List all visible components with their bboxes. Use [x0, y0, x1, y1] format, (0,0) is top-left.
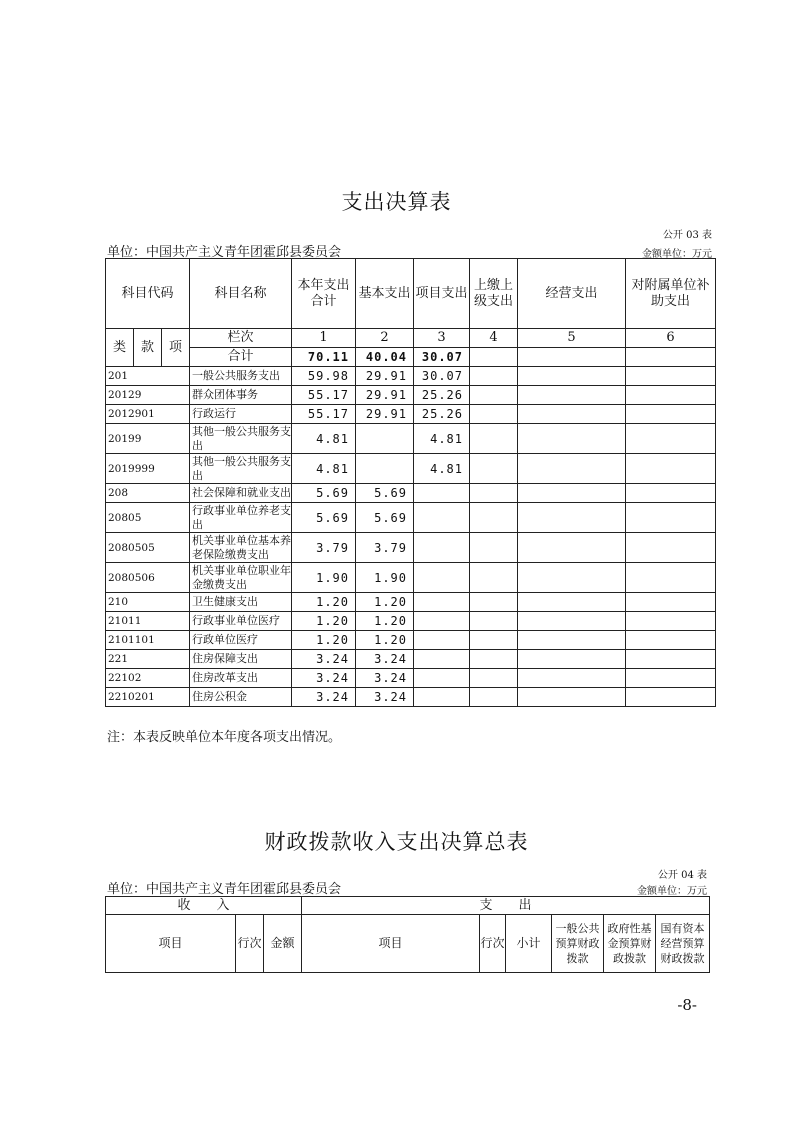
row-name: 行政事业单位养老支出 — [190, 503, 292, 533]
row-name: 其他一般公共服务支出 — [190, 454, 292, 484]
row-subsidiary — [626, 533, 716, 563]
row-name: 社会保障和就业支出 — [190, 484, 292, 503]
expense-header: 支 出 — [302, 897, 710, 915]
header-upper: 上缴上级支出 — [470, 259, 518, 329]
header-lei: 类 — [106, 329, 134, 367]
table-row — [106, 503, 716, 533]
row-name: 住房公积金 — [190, 688, 292, 707]
row-total: 3.79 — [292, 533, 356, 563]
fiscal-table — [105, 896, 710, 973]
table-row — [106, 484, 716, 503]
total-row-label: 合计 — [190, 348, 292, 367]
subtotal-header: 小计 — [506, 915, 552, 973]
row-basic — [356, 424, 414, 454]
row-basic: 1.20 — [356, 593, 414, 612]
row-subsidiary — [626, 669, 716, 688]
total-basic: 40.04 — [356, 348, 414, 367]
table-row — [106, 688, 716, 707]
row-basic: 3.79 — [356, 533, 414, 563]
row-project — [414, 631, 470, 650]
row-total: 4.81 — [292, 454, 356, 484]
capital-budget-header: 国有资本经营预算财政拨款 — [656, 915, 710, 973]
row-project — [414, 650, 470, 669]
row-subsidiary — [626, 563, 716, 593]
row-upper — [470, 563, 518, 593]
row-code: 22102 — [106, 669, 190, 688]
row-code: 2080506 — [106, 563, 190, 593]
table-row — [106, 424, 716, 454]
row-project — [414, 503, 470, 533]
general-budget-header: 一般公共预算财政拨款 — [552, 915, 604, 973]
row-code: 2210201 — [106, 688, 190, 707]
row-subsidiary — [626, 484, 716, 503]
row-total: 4.81 — [292, 424, 356, 454]
header-kuan: 款 — [134, 329, 162, 367]
row-business — [518, 405, 626, 424]
row-basic: 3.24 — [356, 650, 414, 669]
page-number: -8- — [677, 996, 697, 1014]
row-project: 4.81 — [414, 454, 470, 484]
row-upper — [470, 386, 518, 405]
col-num-5: 5 — [518, 329, 626, 348]
row-upper — [470, 454, 518, 484]
row-code: 20199 — [106, 424, 190, 454]
row-code: 20129 — [106, 386, 190, 405]
header-subsidiary: 对附属单位补助支出 — [626, 259, 716, 329]
fund-budget-header: 政府性基金预算财政拨款 — [604, 915, 656, 973]
row-code: 208 — [106, 484, 190, 503]
table1-title: 支出决算表 — [341, 190, 452, 214]
table1-form-no: 公开 03 表 — [662, 230, 712, 241]
row-upper — [470, 484, 518, 503]
row-basic: 5.69 — [356, 484, 414, 503]
row-business — [518, 424, 626, 454]
header-code: 科目代码 — [106, 259, 190, 329]
row-total: 1.90 — [292, 563, 356, 593]
row-subsidiary — [626, 367, 716, 386]
table-row — [106, 612, 716, 631]
income-row-no-header: 行次 — [236, 915, 264, 973]
row-code: 20805 — [106, 503, 190, 533]
row-name: 行政单位医疗 — [190, 631, 292, 650]
row-upper — [470, 688, 518, 707]
row-basic: 29.91 — [356, 367, 414, 386]
row-business — [518, 669, 626, 688]
expense-item-header: 项目 — [302, 915, 480, 973]
col-num-2: 2 — [356, 329, 414, 348]
row-name: 住房改革支出 — [190, 669, 292, 688]
income-header: 收 入 — [106, 897, 302, 915]
row-upper — [470, 612, 518, 631]
header-business: 经营支出 — [518, 259, 626, 329]
row-business — [518, 533, 626, 563]
row-basic: 3.24 — [356, 688, 414, 707]
row-upper — [470, 367, 518, 386]
col-num-4: 4 — [470, 329, 518, 348]
row-total: 3.24 — [292, 669, 356, 688]
header-xiang: 项 — [162, 329, 190, 367]
row-total: 3.24 — [292, 688, 356, 707]
row-total: 59.98 — [292, 367, 356, 386]
table-row — [106, 563, 716, 593]
row-business — [518, 563, 626, 593]
table2-amount-unit: 金额单位：万元 — [637, 886, 707, 897]
table-row — [106, 650, 716, 669]
row-business — [518, 484, 626, 503]
expense-table — [105, 258, 716, 707]
row-upper — [470, 533, 518, 563]
header-basic: 基本支出 — [356, 259, 414, 329]
row-basic — [356, 454, 414, 484]
row-total: 1.20 — [292, 631, 356, 650]
col-num-6: 6 — [626, 329, 716, 348]
row-total: 3.24 — [292, 650, 356, 669]
row-project: 25.26 — [414, 405, 470, 424]
row-name: 其他一般公共服务支出 — [190, 424, 292, 454]
table-row — [106, 669, 716, 688]
row-name: 机关事业单位基本养老保险缴费支出 — [190, 533, 292, 563]
row-subsidiary — [626, 688, 716, 707]
table-row — [106, 405, 716, 424]
row-business — [518, 612, 626, 631]
row-subsidiary — [626, 593, 716, 612]
row-business — [518, 367, 626, 386]
table2-title: 财政拨款收入支出决算总表 — [264, 830, 529, 854]
row-project — [414, 563, 470, 593]
row-subsidiary — [626, 650, 716, 669]
row-code: 2101101 — [106, 631, 190, 650]
row-business — [518, 631, 626, 650]
row-subsidiary — [626, 405, 716, 424]
row-code: 21011 — [106, 612, 190, 631]
income-amount-header: 金额 — [264, 915, 302, 973]
row-subsidiary — [626, 503, 716, 533]
row-basic: 3.24 — [356, 669, 414, 688]
row-business — [518, 454, 626, 484]
row-code: 201 — [106, 367, 190, 386]
table-row — [106, 367, 716, 386]
row-upper — [470, 650, 518, 669]
row-project — [414, 612, 470, 631]
row-name: 住房保障支出 — [190, 650, 292, 669]
table2-form-no: 公开 04 表 — [657, 870, 707, 881]
row-upper — [470, 405, 518, 424]
row-code: 2019999 — [106, 454, 190, 484]
row-basic: 29.91 — [356, 386, 414, 405]
header-name: 科目名称 — [190, 259, 292, 329]
row-project — [414, 688, 470, 707]
income-item-header: 项目 — [106, 915, 236, 973]
row-basic: 1.20 — [356, 631, 414, 650]
row-name: 群众团体事务 — [190, 386, 292, 405]
row-name: 一般公共服务支出 — [190, 367, 292, 386]
row-project — [414, 533, 470, 563]
row-code: 210 — [106, 593, 190, 612]
row-subsidiary — [626, 386, 716, 405]
row-project: 25.26 — [414, 386, 470, 405]
row-name: 行政运行 — [190, 405, 292, 424]
row-business — [518, 503, 626, 533]
table1-amount-unit: 金额单位：万元 — [642, 249, 712, 260]
col-num-1: 1 — [292, 329, 356, 348]
row-name: 行政事业单位医疗 — [190, 612, 292, 631]
total-sum: 70.11 — [292, 348, 356, 367]
row-total: 5.69 — [292, 484, 356, 503]
row-name: 卫生健康支出 — [190, 593, 292, 612]
row-subsidiary — [626, 424, 716, 454]
row-business — [518, 593, 626, 612]
row-total: 1.20 — [292, 612, 356, 631]
table-row — [106, 631, 716, 650]
table-row — [106, 386, 716, 405]
row-total: 1.20 — [292, 593, 356, 612]
row-project — [414, 593, 470, 612]
row-upper — [470, 631, 518, 650]
header-lanci: 栏次 — [190, 329, 292, 348]
table-row — [106, 454, 716, 484]
table-row — [106, 533, 716, 563]
row-basic: 5.69 — [356, 503, 414, 533]
row-basic: 29.91 — [356, 405, 414, 424]
table1-note: 注：本表反映单位本年度各项支出情况。 — [107, 730, 342, 745]
header-project: 项目支出 — [414, 259, 470, 329]
total-project: 30.07 — [414, 348, 470, 367]
row-code: 2012901 — [106, 405, 190, 424]
row-upper — [470, 424, 518, 454]
row-subsidiary — [626, 454, 716, 484]
row-total: 55.17 — [292, 405, 356, 424]
row-code: 2080505 — [106, 533, 190, 563]
row-total: 55.17 — [292, 386, 356, 405]
row-project: 4.81 — [414, 424, 470, 454]
row-name: 机关事业单位职业年金缴费支出 — [190, 563, 292, 593]
row-basic: 1.90 — [356, 563, 414, 593]
table2-unit-label: 单位：中国共产主义青年团霍邱县委员会 — [107, 882, 342, 897]
col-num-3: 3 — [414, 329, 470, 348]
row-subsidiary — [626, 612, 716, 631]
row-business — [518, 688, 626, 707]
row-total: 5.69 — [292, 503, 356, 533]
row-upper — [470, 593, 518, 612]
row-project — [414, 484, 470, 503]
expense-row-no-header: 行次 — [480, 915, 506, 973]
table-row — [106, 593, 716, 612]
row-upper — [470, 669, 518, 688]
header-total: 本年支出合计 — [292, 259, 356, 329]
row-business — [518, 650, 626, 669]
row-business — [518, 386, 626, 405]
row-project — [414, 669, 470, 688]
row-code: 221 — [106, 650, 190, 669]
table1-unit-label: 单位：中国共产主义青年团霍邱县委员会 — [107, 245, 342, 260]
row-subsidiary — [626, 631, 716, 650]
row-upper — [470, 503, 518, 533]
row-basic: 1.20 — [356, 612, 414, 631]
row-project: 30.07 — [414, 367, 470, 386]
